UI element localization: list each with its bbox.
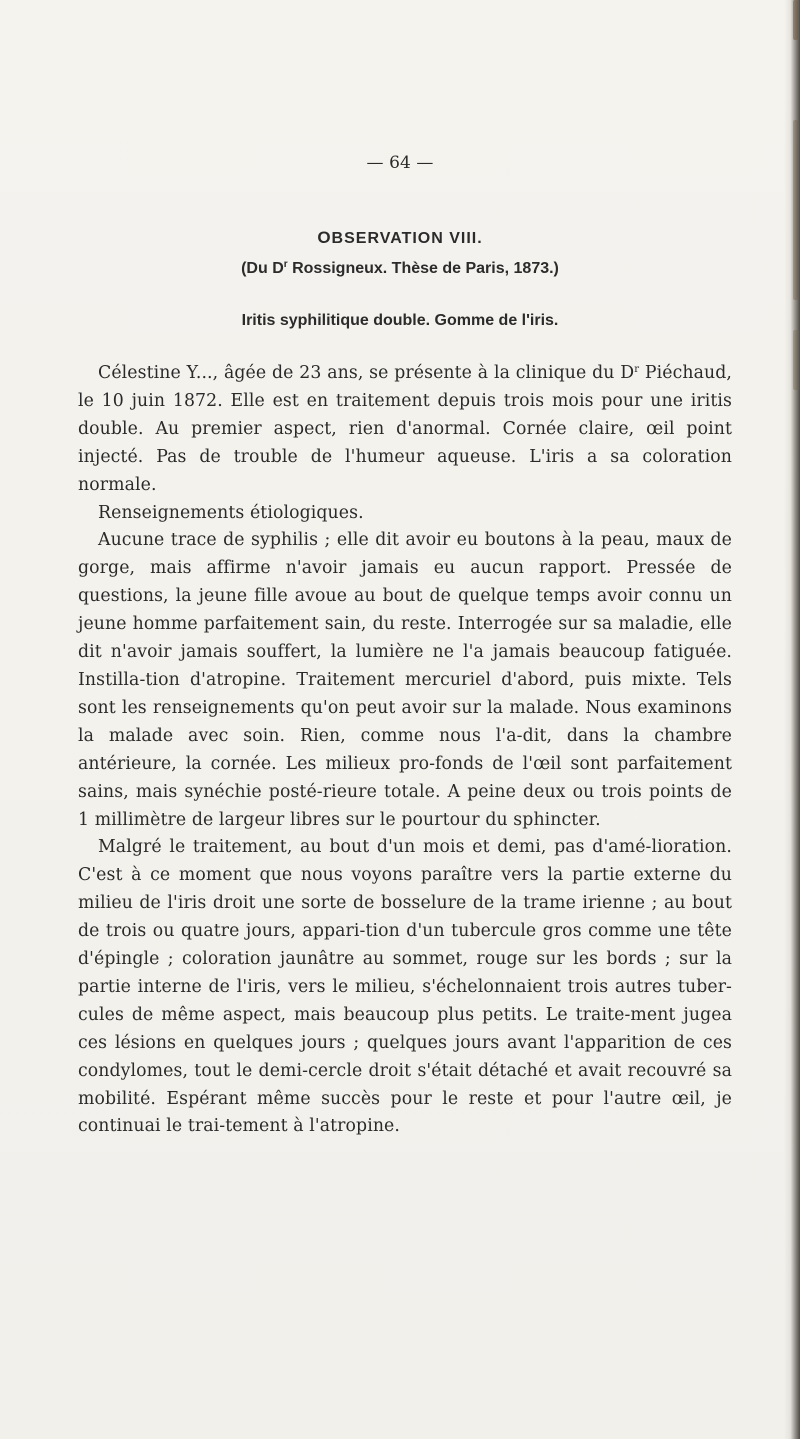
observation-body [78,360,732,1141]
paragraph-intro [78,360,732,500]
observation-title-initial: O [317,228,332,247]
observation-subject: Iritis syphilitique double. Gomme de l'iris. [241,312,559,329]
source-superscript: r [283,259,288,270]
page-number: — 64 — [366,153,434,173]
paragraph-evolution: Malgré le traitement, au bout d'un mois et demi, pas d'amé-lioration. C'est à ce moment que nous voyons paraître vers la partie externe du milieu de l'iris droit une sorte de bosselure de la trame irienne ; au bout de trois ou quatre jours, appari-tion d'un tubercule gros comme une tête d'épingle ; coloration jaunâtre au sommet, rouge sur les bords ; sur la partie interne de l'iris, vers le milieu, s'échelonnaient trois autres tuber-cules de même aspect, mais beaucoup plus petits. Le traite-ment jugea ces lésions en quelques jours ; quelques jours avant l'apparition de ces condylomes, tout le demi-cercle droit s'était détaché et avait recouvré sa mobilité. Espérant même succès pour le reste et pour l'autre œil, je continuai le trai-tement à l'atropine. [78,837,732,1137]
paragraph-intro-superscript: r [634,364,640,375]
page-edge-stain [793,330,798,390]
page-edge-stain [793,0,798,40]
paragraph-intro-prefix: Célestine Y..., âgée de 23 ans, se présente à la clinique du D [98,363,635,383]
source-prefix: (Du D [241,260,284,277]
observation-title [0,228,800,248]
paragraph-intro-rest: Piéchaud, le 10 juin 1872. Elle est en traitement depuis trois mois pour une iritis double. Au premier aspect, rien d'anormal. Cornée claire, œil point injecté. Pas de trouble de l'humeur aqueuse. L'iris a sa coloration normale. [78,363,732,495]
observation-source [0,260,800,278]
observation-title-rest: BSERVATION VIII. [331,230,483,247]
paragraph-history: Aucune trace de syphilis ; elle dit avoir eu boutons à la peau, maux de gorge, mais affirme n'avoir jamais eu aucun rapport. Pressée de questions, la jeune fille avoue au bout de quelque temps avoir connu un jeune homme parfaitement sain, du reste. Interrogée sur sa maladie, elle dit n'avoir jamais souffert, la lumière ne l'a jamais beaucoup fatiguée. Instilla-tion d'atropine. Traitement mercuriel d'abord, puis mixte. Tels sont les renseignements qu'on peut avoir sur la malade. Nous examinons la malade avec soin. Rien, comme nous l'a-dit, dans la chambre antérieure, la cornée. Les milieux pro-fonds de l'œil sont parfaitement sains, mais synéchie posté-rieure totale. A peine deux ou trois points de 1 millimètre de largeur libres sur le pourtour du sphincter. [78,530,732,830]
source-rest: Rossigneux. Thèse de Paris, 1873.) [287,260,559,277]
paragraph-heading-etiology: Renseignements étiologiques. [98,502,364,523]
